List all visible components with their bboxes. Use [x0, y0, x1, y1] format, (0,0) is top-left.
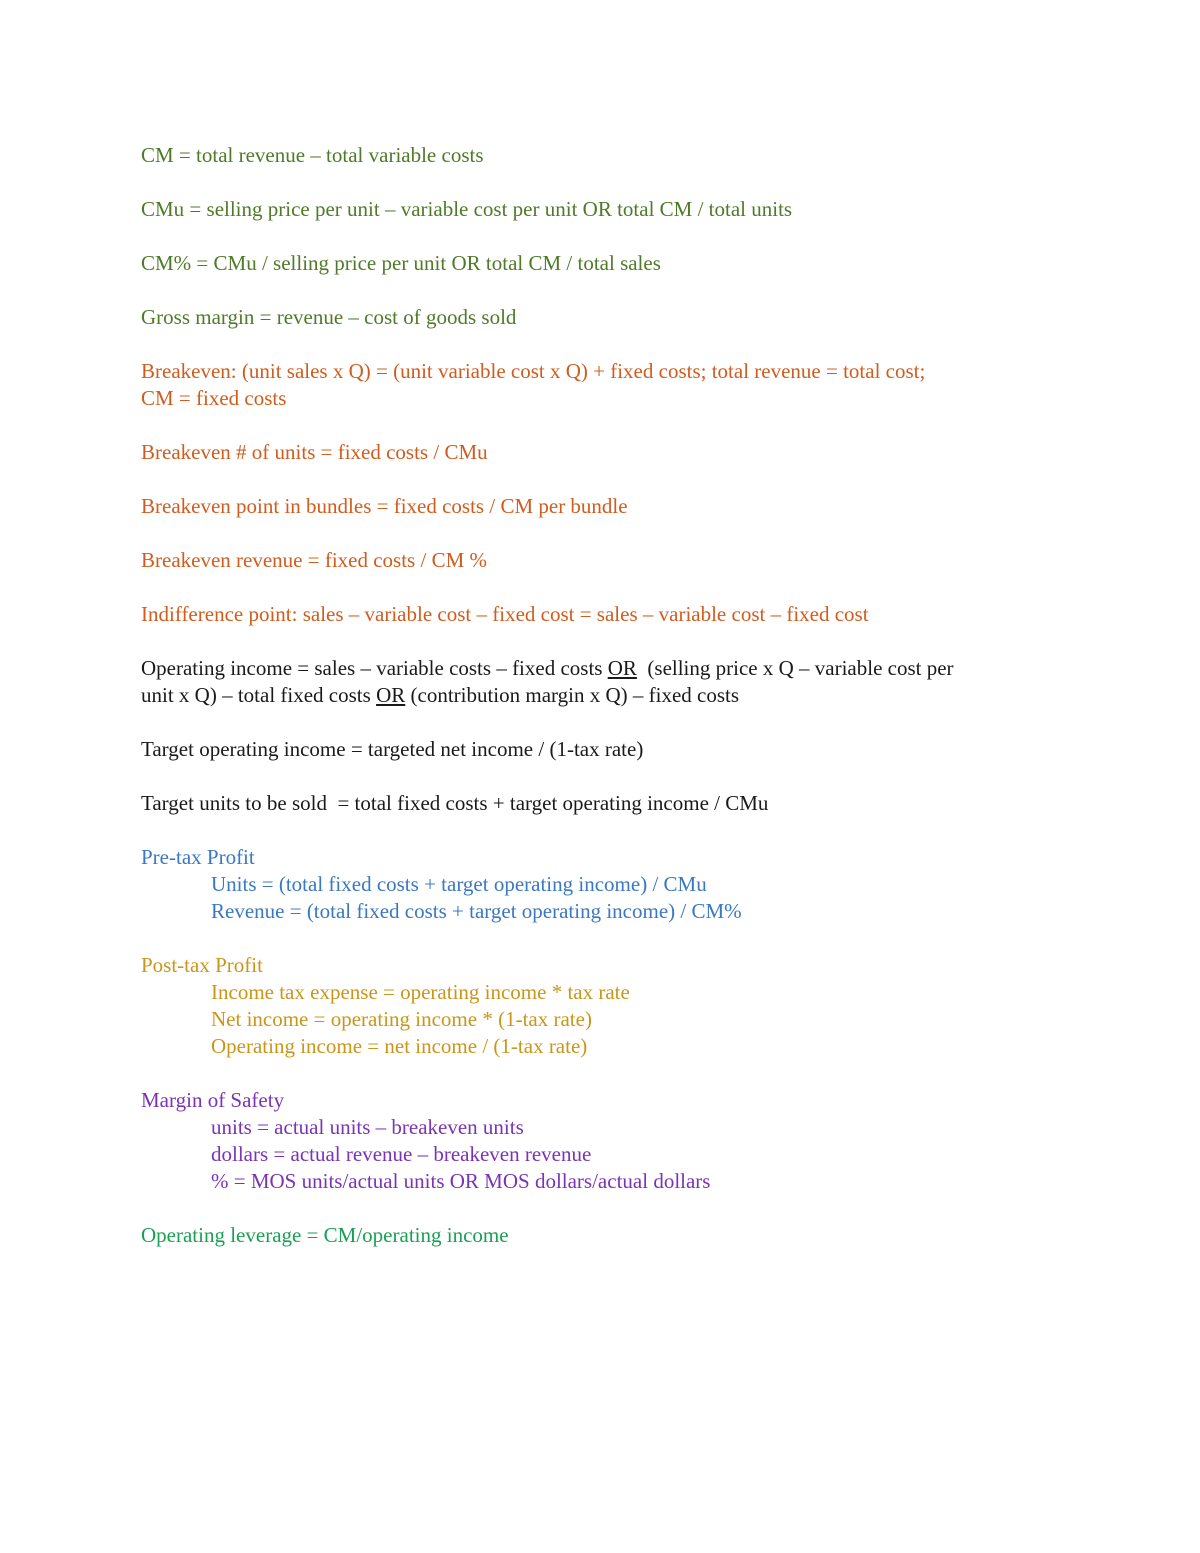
pretax-revenue-formula: Revenue = (total fixed costs + target operating income) / CM% — [211, 899, 742, 923]
mos-dollars-formula: dollars = actual revenue – breakeven revenue — [211, 1142, 592, 1166]
target-units-formula: Target units to be sold = total fixed costs + target operating income / CMu — [141, 791, 769, 815]
cmu-formula: CMu = selling price per unit – variable cost per unit OR total CM / total units — [141, 197, 793, 221]
gross-margin-formula: Gross margin = revenue – cost of goods sold — [141, 305, 517, 329]
operating-income-or-2: OR — [376, 683, 406, 707]
operating-income-text-4: (contribution margin x Q) – fixed costs — [405, 683, 740, 707]
operating-income-text-2: (selling price x Q – variable cost per — [636, 656, 954, 680]
posttax-heading: Post-tax Profit — [141, 953, 263, 977]
breakeven-revenue-formula: Breakeven revenue = fixed costs / CM % — [141, 548, 487, 572]
operating-leverage-formula: Operating leverage = CM/operating income — [141, 1223, 509, 1247]
pretax-units-formula: Units = (total fixed costs + target operating income) / CMu — [211, 872, 707, 896]
mos-heading: Margin of Safety — [141, 1088, 285, 1112]
cm-percent-formula: CM% = CMu / selling price per unit OR total CM / total sales — [141, 251, 661, 275]
breakeven-line-2: CM = fixed costs — [141, 386, 287, 410]
breakeven-formula — [141, 358, 1071, 412]
operating-income-formula — [141, 655, 1071, 709]
operating-income-line-1 — [141, 655, 1071, 682]
cm-formula: CM = total revenue – total variable costs — [141, 143, 484, 167]
document-body — [141, 142, 1071, 1276]
operating-income-text-1: Operating income = sales – variable costs – fixed costs — [141, 656, 608, 680]
pretax-heading: Pre-tax Profit — [141, 845, 255, 869]
posttax-profit-section — [141, 952, 1071, 1060]
pretax-profit-section — [141, 844, 1071, 925]
income-tax-expense-formula: Income tax expense = operating income * tax rate — [211, 980, 630, 1004]
mos-units-formula: units = actual units – breakeven units — [211, 1115, 524, 1139]
operating-income-or-1: OR — [607, 656, 637, 680]
operating-income-line-2 — [141, 682, 1071, 709]
target-operating-income-formula: Target operating income = targeted net income / (1-tax rate) — [141, 737, 644, 761]
indifference-point-formula: Indifference point: sales – variable cost – fixed cost = sales – variable cost – fixed cost — [141, 602, 869, 626]
operating-income-text-3: unit x Q) – total fixed costs — [141, 683, 377, 707]
breakeven-bundles-formula: Breakeven point in bundles = fixed costs / CM per bundle — [141, 494, 628, 518]
mos-percent-formula: % = MOS units/actual units OR MOS dollars/actual dollars — [211, 1169, 711, 1193]
posttax-operating-income-formula: Operating income = net income / (1-tax rate) — [211, 1034, 588, 1058]
breakeven-line-1: Breakeven: (unit sales x Q) = (unit variable cost x Q) + fixed costs; total revenue = total cost; — [141, 359, 926, 383]
net-income-formula: Net income = operating income * (1-tax rate) — [211, 1007, 592, 1031]
margin-of-safety-section — [141, 1087, 1071, 1195]
breakeven-units-formula: Breakeven # of units = fixed costs / CMu — [141, 440, 488, 464]
